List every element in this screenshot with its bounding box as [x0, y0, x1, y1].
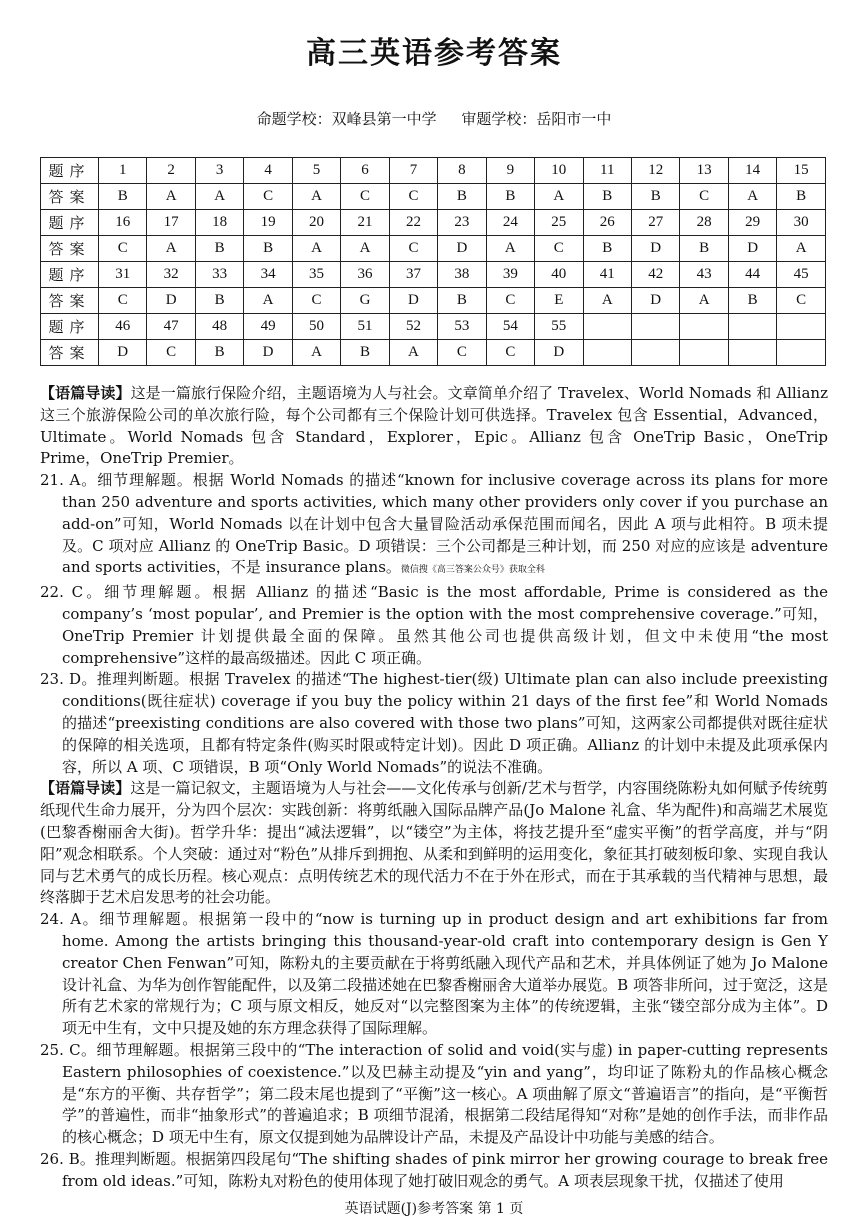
answer-cell: A [341, 236, 389, 262]
answer-cell: B [438, 184, 486, 210]
question-number-cell: 52 [389, 314, 437, 340]
answer-cell: D [535, 340, 583, 366]
question-number-cell: 29 [728, 210, 776, 236]
row-label-answer: 答案 [41, 184, 99, 210]
passage-guide-text: 这是一篇旅行保险介绍，主题语境为人与社会。文章简单介绍了 Travelex、World Nomads 和 Allianz 这三个旅游保险公司的单次旅行险，每个公司都有三个保险计划可供选择。Travelex 包含 Essential，Advanced，Ultimate。World Nomads 包含 Standard，Explorer，Epic。Allianz 包含 OneTrip Basic，OneTrip Prime，OneTrip Premier。 [40, 384, 828, 468]
answer-cell: B [244, 236, 292, 262]
question-number-cell [631, 314, 679, 340]
question-number-cell: 37 [389, 262, 437, 288]
answer-table [40, 157, 826, 366]
question-number-cell: 22 [389, 210, 437, 236]
question-number-cell: 11 [583, 158, 631, 184]
answer-cell: A [292, 236, 340, 262]
passage-guide-label: 【语篇导读】 [40, 384, 131, 402]
passage-guide-text: 这是一篇记叙文，主题语境为人与社会——文化传承与创新/艺术与哲学，内容围绕陈粉丸如何赋予传统剪纸现代生命力展开，分为四个层次：实践创新：将剪纸融入国际品牌产品(Jo Malone 礼盒、华为配件)和高端艺术展览(巴黎香榭丽舍大街)。哲学升华：提出“减法逻辑”，以“镂空”为主体，将技艺提升至“虚实平衡”的哲学高度，并与“阴阳”观念相联系。个人突破：通过对“粉色”从排斥到拥抱、从柔和到鲜明的运用变化，象征其打破刻板印象、实现自我认同与艺术勇气的成长历程。核心观点：点明传统艺术的现代活力不在于外在形式，而在于其承载的当代精神与思想，最终落脚于艺术启发思考的社会功能。 [40, 779, 829, 907]
question-number-cell: 39 [486, 262, 534, 288]
question-number-cell: 20 [292, 210, 340, 236]
row-label-answer: 答案 [41, 236, 99, 262]
answer-cell [777, 340, 826, 366]
question-number-cell: 16 [99, 210, 147, 236]
answer-cell: C [486, 288, 534, 314]
answer-cell: B [728, 288, 776, 314]
answer-cell: B [341, 340, 389, 366]
answer-cell: D [244, 340, 292, 366]
question-number-cell: 32 [147, 262, 195, 288]
row-label-question: 题序 [41, 210, 99, 236]
question-number-cell: 27 [631, 210, 679, 236]
question-number-cell [680, 314, 728, 340]
page-title: 高三英语参考答案 [306, 36, 562, 71]
question-number-cell: 7 [389, 158, 437, 184]
question-number-cell: 14 [728, 158, 776, 184]
answer-cell: A [777, 236, 826, 262]
answer-cell: C [389, 236, 437, 262]
answer-cell: D [631, 236, 679, 262]
wechat-note: 微信搜《高三答案公众号》获取全科 [400, 565, 545, 576]
question-number-cell: 47 [147, 314, 195, 340]
answer-cell: A [486, 236, 534, 262]
row-label-question: 题序 [41, 314, 99, 340]
answer-cell: C [535, 236, 583, 262]
answer-cell [631, 340, 679, 366]
explanation-25: 25. C。细节理解题。根据第三段中的“The interaction of solid and void(实与虚) in paper-cutting represents Eastern philosophies of coexistence.”以及巴赫主动提及“yin and yang”，均印证了陈粉丸的作品核心概念是“东方的平衡、共存哲学”；第二段末尾也提到了“平衡”这一核心。A 项曲解了原文“普遍语言”的指向，是“平衡哲学”的普遍性，而非“抽象形式”的普遍追求；B 项细节混淆，根据第二段结尾得知“对称”是她的创作手法，而非作品的核心概念；D 项无中生有，原文仅提到她为品牌设计产品，未提及产品设计中功能与美感的结合。 [40, 1040, 828, 1147]
question-number-cell: 30 [777, 210, 826, 236]
question-number-cell: 8 [438, 158, 486, 184]
question-number-cell: 5 [292, 158, 340, 184]
passage-guide-2 [40, 778, 828, 909]
question-number-cell: 50 [292, 314, 340, 340]
answer-cell: E [535, 288, 583, 314]
row-label-question: 题序 [41, 262, 99, 288]
passage-guide-label: 【语篇导读】 [40, 779, 131, 798]
answer-cell: B [99, 184, 147, 210]
question-number-cell: 21 [341, 210, 389, 236]
reviewer-school: 审题学校：岳阳市一中 [461, 110, 612, 128]
question-number-row [41, 314, 826, 340]
answer-cell [728, 340, 776, 366]
question-number-cell [777, 314, 826, 340]
answer-cell: D [631, 288, 679, 314]
answer-cell: C [244, 184, 292, 210]
question-number-cell: 35 [292, 262, 340, 288]
question-number-cell: 23 [438, 210, 486, 236]
row-label-answer: 答案 [41, 340, 99, 366]
answer-cell: A [583, 288, 631, 314]
answer-cell: B [680, 236, 728, 262]
answer-cell: A [195, 184, 243, 210]
question-number-cell: 55 [535, 314, 583, 340]
answer-cell: B [195, 236, 243, 262]
answer-cell: C [99, 236, 147, 262]
answer-cell: D [728, 236, 776, 262]
question-number-cell: 4 [244, 158, 292, 184]
question-number-cell: 41 [583, 262, 631, 288]
question-number-cell: 48 [195, 314, 243, 340]
question-number-cell: 9 [486, 158, 534, 184]
explanation-24: 24. A。细节理解题。根据第一段中的“now is turning up in product design and art exhibitions far from home. Among the artists bringing this thousand-year-old craft into contemporary design is Gen Y creator Chen Fenwan”可知，陈粉丸的主要贡献在于将剪纸融入现代产品和艺术，并具体例证了她为 Jo Malone 设计礼盒、为华为创作智能配件，以及第二段描述她在巴黎香榭丽舍大道举办展览。B 项答非所问，过于宽泛，这是所有艺术家的常规行为；C 项与原文相反，她反对“以完整图案为主体”的传统逻辑，主张“镂空部分成为主体”。D 项无中生有，文中只提及她的东方理念获得了国际理解。 [40, 910, 828, 1038]
answer-cell: A [292, 340, 340, 366]
school-info [0, 108, 868, 129]
answer-cell [583, 340, 631, 366]
answer-cell: A [680, 288, 728, 314]
question-number-cell: 44 [728, 262, 776, 288]
answer-cell: C [99, 288, 147, 314]
answer-row [41, 288, 826, 314]
question-number-cell: 10 [535, 158, 583, 184]
answer-cell: C [147, 340, 195, 366]
question-number-cell: 40 [535, 262, 583, 288]
explanations [40, 383, 828, 1192]
question-number-cell: 38 [438, 262, 486, 288]
answer-cell: B [583, 236, 631, 262]
answer-cell: D [99, 340, 147, 366]
question-number-cell: 43 [680, 262, 728, 288]
answer-cell: A [728, 184, 776, 210]
answer-cell: C [438, 340, 486, 366]
answer-cell: C [389, 184, 437, 210]
answer-cell: B [777, 184, 826, 210]
explanation-26: 26. B。推理判断题。根据第四段尾句“The shifting shades of pink mirror her growing courage to break free from old ideas.”可知，陈粉丸对粉色的使用体现了她打破旧观念的勇气。A 项表层现象干扰，仅描述了使用 [40, 1149, 828, 1190]
question-number-cell: 46 [99, 314, 147, 340]
answer-cell: A [292, 184, 340, 210]
question-number-cell: 34 [244, 262, 292, 288]
question-number-cell: 3 [195, 158, 243, 184]
answer-cell: C [777, 288, 826, 314]
answer-cell: B [486, 184, 534, 210]
question-number-cell: 51 [341, 314, 389, 340]
page-footer: 英语试题(J)参考答案 第 1 页 [344, 1201, 524, 1217]
answer-cell: C [486, 340, 534, 366]
question-number-cell: 15 [777, 158, 826, 184]
answer-cell: D [147, 288, 195, 314]
question-number-cell: 2 [147, 158, 195, 184]
answer-cell: B [631, 184, 679, 210]
answer-cell: A [535, 184, 583, 210]
answer-cell: A [244, 288, 292, 314]
answer-cell: B [583, 184, 631, 210]
answer-cell: B [195, 288, 243, 314]
question-number-cell: 49 [244, 314, 292, 340]
question-number-cell: 36 [341, 262, 389, 288]
answer-cell: C [341, 184, 389, 210]
question-number-cell: 54 [486, 314, 534, 340]
answer-cell: C [680, 184, 728, 210]
question-number-cell: 28 [680, 210, 728, 236]
question-number-cell: 42 [631, 262, 679, 288]
explanation-21: 21. A。细节理解题。根据 World Nomads 的描述“known for inclusive coverage across its plans for more than 250 adventure and sports activities, which many other providers only cover if you purchase an add-on”可知，World Nomads 以在计划中包含大量冒险活动承保范围而闻名，因此 A 项与此相符。B 项未提及。C 项对应 Allianz 的 OneTrip Basic。D 项错误：三个公司都是三种计划，而 250 对应的应该是 adventure and sports activities，不是 insurance plans。微信搜《高三答案公众号》获取全科 [40, 471, 828, 577]
question-number-cell: 31 [99, 262, 147, 288]
answer-cell: B [438, 288, 486, 314]
question-number-cell: 45 [777, 262, 826, 288]
question-number-cell: 17 [147, 210, 195, 236]
question-number-cell: 25 [535, 210, 583, 236]
explanation-23: 23. D。推理判断题。根据 Travelex 的描述“The highest-tier(级) Ultimate plan can also include preexisting conditions(既往症状) coverage if you buy the policy within 21 days of the first fee”和 World Nomads 的描述“preexisting conditions are also covered with those two plans”可知，这两家公司都提供对既往症状的保障的相关选项，且都有特定条件(购买时限或特定计划)。因此 D 项正确。Allianz 的计划中未提及此项承保内容，所以 A 项、C 项错误，B 项“Only World Nomads”的说法不准确。 [40, 670, 828, 776]
answer-cell: D [438, 236, 486, 262]
question-number-row [41, 262, 826, 288]
question-number-row [41, 158, 826, 184]
question-number-cell: 33 [195, 262, 243, 288]
question-number-cell: 24 [486, 210, 534, 236]
answer-cell: G [341, 288, 389, 314]
question-number-cell: 26 [583, 210, 631, 236]
answer-cell: A [147, 236, 195, 262]
row-label-answer: 答案 [41, 288, 99, 314]
question-number-cell: 53 [438, 314, 486, 340]
question-number-cell [583, 314, 631, 340]
answer-row [41, 236, 826, 262]
row-label-question: 题序 [41, 158, 99, 184]
passage-guide-1 [40, 383, 828, 470]
question-number-cell: 18 [195, 210, 243, 236]
question-number-cell: 19 [244, 210, 292, 236]
answer-row [41, 340, 826, 366]
question-number-cell: 13 [680, 158, 728, 184]
answer-cell: A [147, 184, 195, 210]
answer-cell: A [389, 340, 437, 366]
question-number-cell: 1 [99, 158, 147, 184]
question-number-cell [728, 314, 776, 340]
answer-row [41, 184, 826, 210]
explanation-22: 22. C。细节理解题。根据 Allianz 的描述“Basic is the most affordable, Prime is considered as the company’s ‘most popular’, and Premier is the option with the most comprehensive coverage.”可知，OneTrip Premier 计划提供最全面的保障。虽然其他公司也提供高级计划，但文中未使用“the most comprehensive”这样的最高级描述。因此 C 项正确。 [40, 583, 828, 667]
question-number-row [41, 210, 826, 236]
answer-cell [680, 340, 728, 366]
answer-cell: D [389, 288, 437, 314]
question-number-cell: 12 [631, 158, 679, 184]
answer-cell: C [292, 288, 340, 314]
proposer-school: 命题学校：双峰县第一中学 [256, 110, 437, 128]
answer-cell: B [195, 340, 243, 366]
question-number-cell: 6 [341, 158, 389, 184]
